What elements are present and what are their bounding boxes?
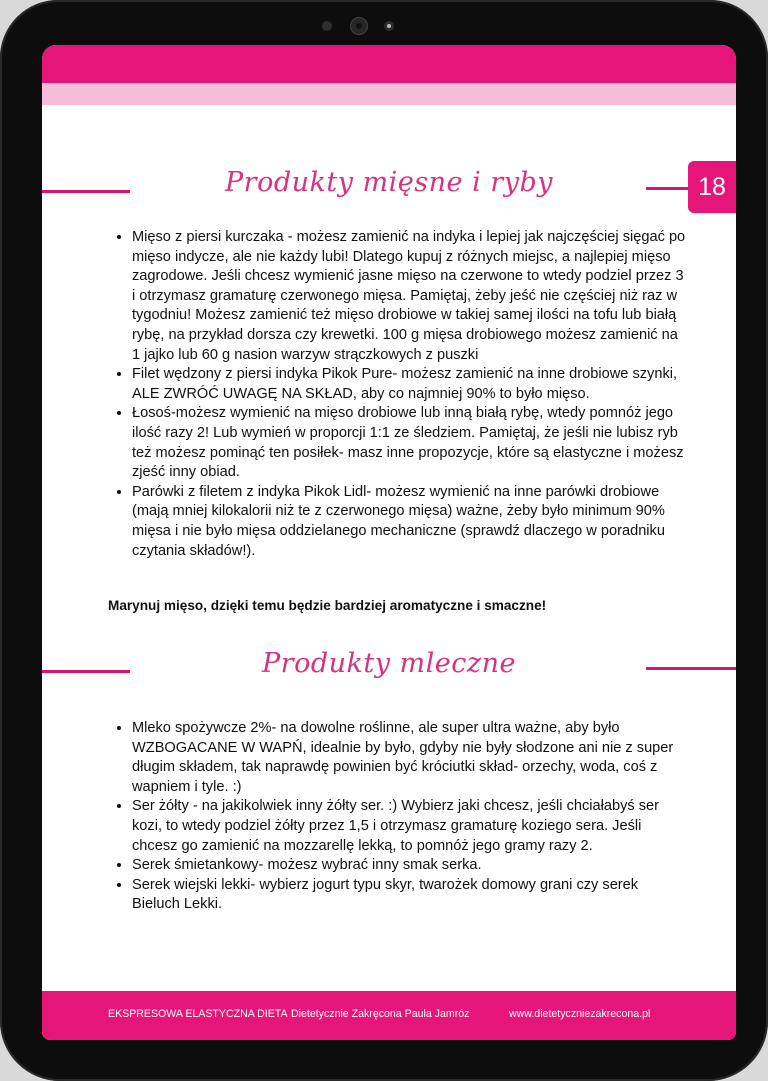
list-item: • Parówki z filetem z indyka Pikok Lidl- możesz wymienić na inne parówki drobiowe (mają mniej kilokalorii niż te z czerwonego mięsa) ważne, żeby było minimum 90% mięsa i nie było mięsa oddzielanego mechaniczne (sprawdź dlaczego w poradniku czytania składów!). xyxy=(132,483,688,561)
section-title-meat: Produkty mięsne i ryby xyxy=(225,167,553,198)
camera-bar xyxy=(0,16,768,36)
list-item: • Serek wiejski lekki- wybierz jogurt typu skyr, twarożek domowy grani czy serek Bieluch Lekki. xyxy=(132,876,688,915)
list-item: • Łosoś-możesz wymienić na mięso drobiowe lub inną białą rybę, wtedy pomnóż jego ilość razy 2! Lub wymień w proporcji 1:1 ze śledziem. Pamiętaj, że jeśli nie lubisz ryb też możesz pominąć ten posiłek- masz inne propozycje, które są elastyczne i możesz zjeść inny obiad. xyxy=(132,404,688,482)
footer-title: EKSPRESOWA ELASTYCZNA DIETA xyxy=(108,1008,288,1020)
page-number-badge: 18 xyxy=(688,161,736,213)
list-item: • Filet wędzony z piersi indyka Pikok Pure- możesz zamienić na inne drobiowe szynki, ALE ZWRÓĆ UWAGĘ NA SKŁAD, aby co najmniej 90% to było mięso. xyxy=(132,365,688,404)
section-title-dairy: Produkty mleczne xyxy=(262,648,516,679)
dairy-list xyxy=(104,719,688,915)
light-sensor-icon xyxy=(384,21,394,31)
document-page[interactable] xyxy=(42,45,736,1040)
footer-author: Dietetycznie Zakręcona Paula Jamróz xyxy=(291,1008,470,1020)
marinate-note: Marynuj mięso, dzięki temu będzie bardziej aromatyczne i smaczne! xyxy=(108,598,547,613)
footer-band xyxy=(42,991,736,1040)
header-band-light xyxy=(42,83,736,105)
camera-icon xyxy=(350,17,368,35)
list-item: • Mleko spożywcze 2%- na dowolne roślinne, ale super ultra ważne, aby było WZBOGACANE W WAPŃ, idealnie by było, gdyby nie były słodzone ani nie z super długim składem, tak naprawdę powinien być króciutki skład- orzechy, woda, coś z wapniem i tyle. :) xyxy=(132,719,688,797)
list-item: • Ser żółty - na jakikolwiek inny żółty ser. :) Wybierz jaki chcesz, jeśli chciałabyś ser kozi, to wtedy podziel żółty przez 1,5 i otrzymasz gramaturę koziego sera. Jeśli chcesz go zamienić na mozzarellę lekką, to pomnóż jego gramy razy 2. xyxy=(132,797,688,856)
header-band xyxy=(42,45,736,83)
footer-website-link[interactable]: www.dietetyczniezakrecona.pl xyxy=(509,1008,651,1020)
list-item: • Serek śmietankowy- możesz wybrać inny smak serka. xyxy=(132,856,688,876)
sensor-icon xyxy=(322,21,332,31)
meat-list xyxy=(104,228,688,561)
list-item: • Mięso z piersi kurczaka - możesz zamienić na indyka i lepiej jak najczęściej sięgać po mięso indycze, ale nie każdy lubi! Dlatego kupuj z różnych miejsc, a najlepiej mięso zagrodowe. Jeśli chcesz wymienić jasne mięso na czerwone to wtedy podziel przez 3 i otrzymasz gramaturę czerwonego mięsa. Pamiętaj, żeby jeść nie częściej niż raz w tygodniu! Możesz zamienić też mięso drobiowe w takiej samej ilości na tofu lub białą rybę, na przykład dorsza czy krewetki. 100 g mięsa drobiowego możesz zamienić na 1 jajko lub 60 g nasion warzyw strączkowych z puszki xyxy=(132,228,688,365)
